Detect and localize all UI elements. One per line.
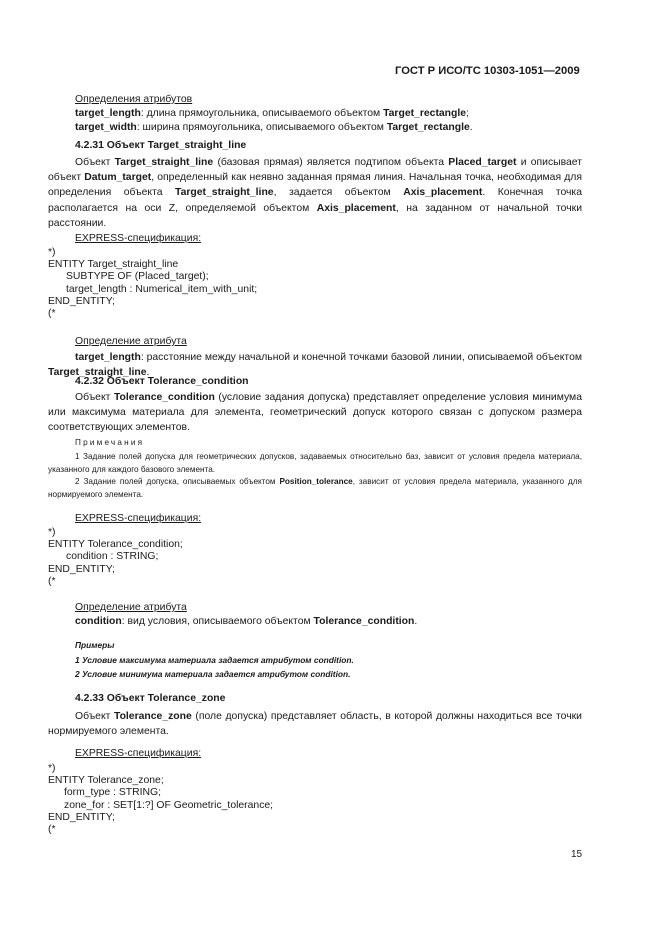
- notes-label: Примечания: [75, 438, 145, 447]
- section-title-4-2-31: 4.2.31 Объект Target_straight_line: [75, 140, 247, 151]
- express-code-2: *) ENTITY Tolerance_condition; condition : STRING; END_ENTITY; (*: [48, 527, 183, 587]
- express-label-1: EXPRESS-спецификация:: [75, 233, 202, 244]
- paragraph-tolerance-condition: Объект Tolerance_condition (условие задания допуска) представляет определение условия минимума или максимума материала для элемента, геометрический допуск которого связан с допуском размера соответствующих элементов.: [48, 392, 582, 434]
- page-header: ГОСТ Р ИСО/ТС 10303-1051—2009: [395, 65, 580, 77]
- paragraph-tolerance-zone: Объект Tolerance_zone (поле допуска) представляет область, в которой должны находиться все точки нормируемого элемента.: [48, 711, 582, 738]
- example-1: 1 Условие максимума материала задается атрибутом condition.: [75, 655, 354, 665]
- express-code-3: *) ENTITY Tolerance_zone; form_type : STRING; zone_for : SET[1:?] OF Geometric_tolerance; END_ENTITY; (*: [48, 763, 274, 836]
- examples-label: Примеры: [75, 640, 115, 650]
- express-label-3: EXPRESS-спецификация:: [75, 748, 202, 759]
- attribute-heading-2: Определение атрибута: [75, 602, 187, 613]
- page-number: 15: [571, 849, 583, 860]
- note-2: 2 Задание полей допуска, описываемых объектом Position_tolerance, зависит от условия предела материала, указанного для нормируемого элемента.: [48, 477, 582, 499]
- attribute-target-length: target_length: расстояние между начальной и конечной точками базовой линии, описываемой объектом Target_straight_line.: [48, 352, 582, 379]
- express-code-1: *) ENTITY Target_straight_line SUBTYPE OF (Placed_target); target_length : Numerical_item_with_unit; END_ENTITY; (*: [48, 247, 258, 320]
- attributes-heading: Определения атрибутов: [75, 94, 193, 105]
- attribute-heading-1: Определение атрибута: [75, 336, 187, 347]
- paragraph-target-straight-line: Объект Target_straight_line (базовая прямая) является подтипом объекта Placed_target и описывает объект Datum_target, определенный как неявно заданная прямая линия. Начальная точка, необходимая для определения объекта Target_straight_line, задается объектом Axis_placement. Конечная точка располагается на оси Z, определяемой объектом Axis_placement, на заданном от начальной точки расстоянии.: [48, 157, 582, 229]
- note-1: 1 Задание полей допуска для геометрических допусков, задаваемых относительно баз, зависит от условия предела материала, указанного для каждого базового элемента.: [48, 452, 582, 474]
- attr-line-target-length: target_length: длина прямоугольника, описываемого объектом Target_rectangle;: [75, 108, 469, 119]
- example-2: 2 Условие минимума материала задается атрибутом condition.: [75, 669, 351, 679]
- attr-line-target-width: target_width: ширина прямоугольника, описываемого объектом Target_rectangle.: [75, 122, 473, 133]
- express-label-2: EXPRESS-спецификация:: [75, 513, 202, 524]
- section-title-4-2-32: 4.2.32 Объект Tolerance_condition: [75, 376, 249, 387]
- attribute-condition: condition: вид условия, описываемого объектом Tolerance_condition.: [75, 616, 418, 627]
- section-title-4-2-33: 4.2.33 Объект Tolerance_zone: [75, 693, 226, 704]
